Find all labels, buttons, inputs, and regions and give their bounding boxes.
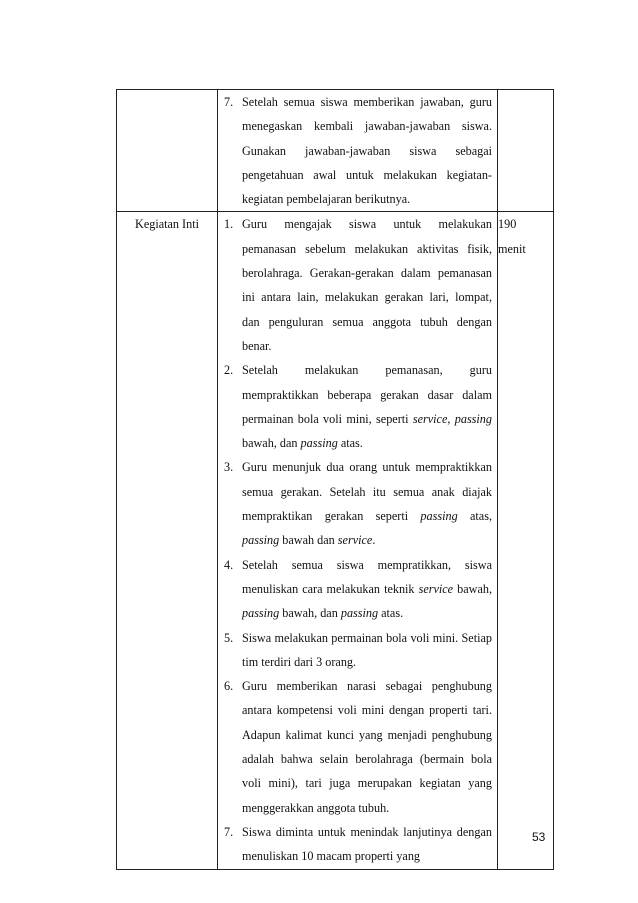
list-item [224,674,492,820]
list-item [224,90,492,211]
step-text: Setelah semua siswa memberikan jawaban, guru menegaskan kembali jawaban-jawaban siswa. Gunakan jawaban-jawaban siswa sebagai pengetahuan awal untuk melakukan kegiatan-kegiatan pembelajaran berikutnya. [242,95,492,207]
time-cell [498,90,554,212]
step-number: 2. [224,363,234,378]
step-text: Guru mengajak siswa untuk melakukan pemanasan sebelum melakukan aktivitas fisik, berolahraga. Gerakan-gerakan dalam pemanasan ini antara lain, melakukan gerakan lari, lompat, dan penguluran semua anggota tubuh dengan benar. [242,217,492,353]
step-list [218,90,497,211]
activity-cell [218,212,498,869]
step-number: 1. [224,217,234,232]
step-text: Guru memberikan narasi sebagai penghubung antara kompetensi voli mini dengan properti tari. Adapun kalimat kunci yang menjadi penghubung adalah bahwa selain berolahraga (bermain bola voli mini), tari juga merupakan kegiatan yang menggerakkan anggota tubuh. [242,679,492,815]
page-number: 53 [532,830,546,844]
phase-cell [117,90,218,212]
list-item [224,455,492,552]
time-value: 190 [498,217,517,232]
step-number: 7. [224,95,234,109]
step-number: 3. [224,460,234,475]
step-list [218,212,497,868]
step-text: Siswa diminta untuk menindak lanjutinya dengan menuliskan 10 macam properti yang [242,824,492,864]
step-number: 7. [224,824,234,839]
lesson-plan-table [116,89,554,870]
list-item [224,358,492,455]
phase-cell: Kegiatan Inti [117,212,218,869]
time-cell [498,212,554,869]
step-text: Setelah melakukan pemanasan, guru mempraktikkan beberapa gerakan dasar dalam permainan bola voli mini, seperti service, passing bawah, dan passing atas. [242,363,492,451]
step-number: 6. [224,679,234,694]
list-item [224,626,492,675]
list-item [224,553,492,626]
step-text: Siswa melakukan permainan bola voli mini. Setiap tim terdiri dari 3 orang. [242,630,492,669]
table-row [117,212,554,869]
list-item [224,212,492,358]
list-item [224,820,492,869]
step-number: 4. [224,557,234,572]
time-unit: menit [498,241,526,256]
activity-cell [218,90,498,212]
step-number: 5. [224,630,234,645]
table-row [117,90,554,212]
step-text: Guru menunjuk dua orang untuk mempraktikkan semua gerakan. Setelah itu semua anak diajak mempraktikan gerakan seperti passing atas, passing bawah dan service. [242,460,492,548]
step-text: Setelah semua siswa mempratikkan, siswa menuliskan cara melakukan teknik service bawah, passing bawah, dan passing atas. [242,557,492,621]
